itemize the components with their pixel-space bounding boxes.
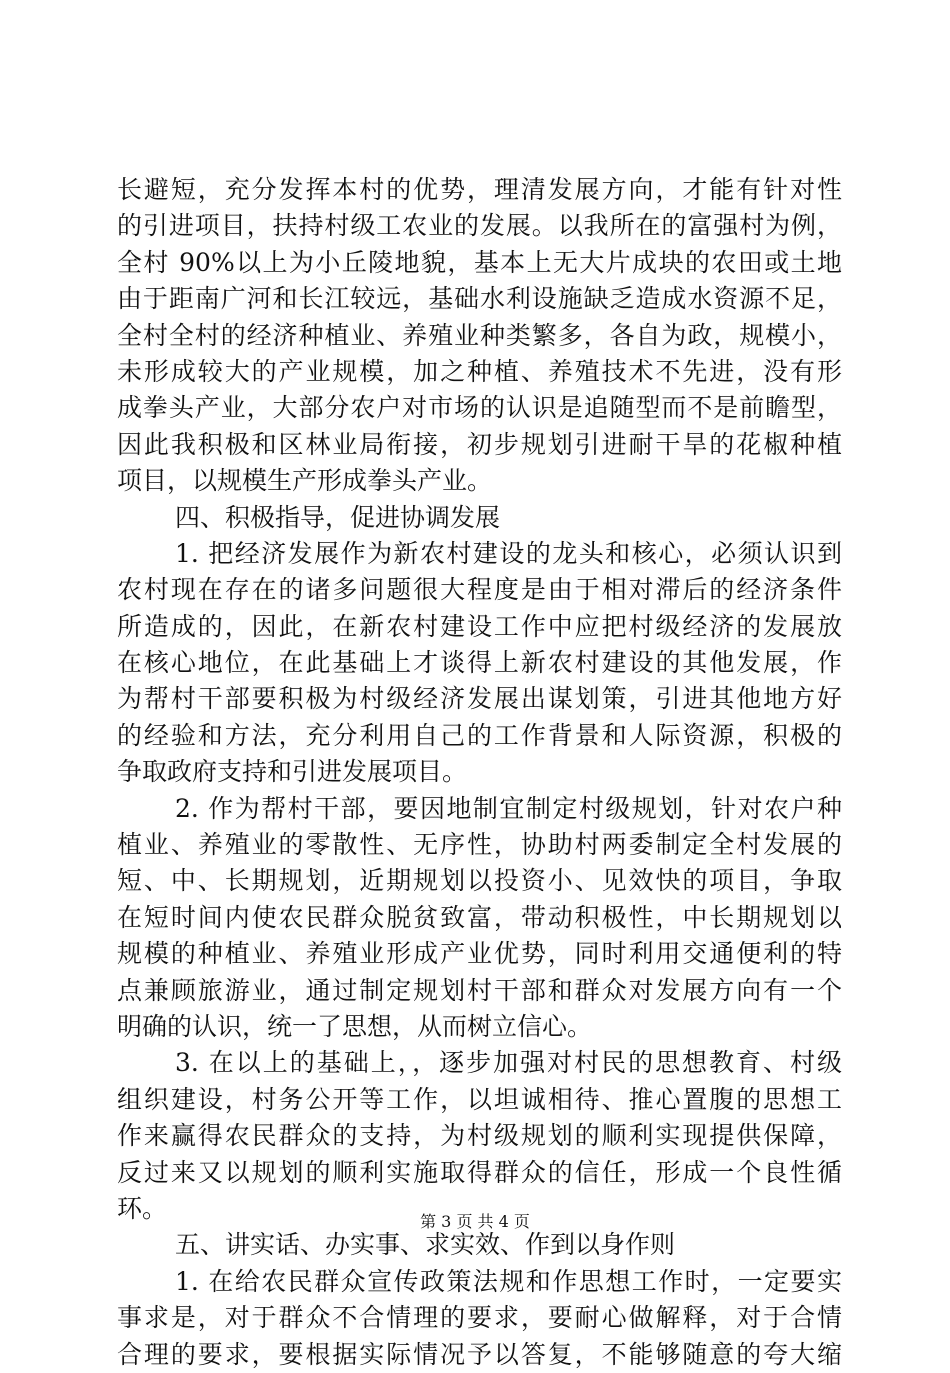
body-text-line: 事求是，对于群众不合情理的要求，要耐心做解释，对于合情	[117, 1303, 842, 1333]
body-text-line: 点兼顾旅游业，通过制定规划村干部和群众对发展方向有一个	[117, 975, 842, 1005]
body-text-line: 成拳头产业，大部分农户对市场的认识是追随型而不是前瞻型，	[117, 393, 842, 423]
document-body	[117, 172, 842, 1373]
body-text-line: 项目，以规模生产形成拳头产业。	[117, 466, 493, 496]
body-text-line: 植业、养殖业的零散性、无序性，协助村两委制定全村发展的	[117, 830, 842, 860]
body-text-line: 争取政府支持和引进发展项目。	[117, 757, 468, 787]
body-text-line: 为帮村干部要积极为村级经济发展出谋划策，引进其他地方好	[117, 684, 842, 714]
body-text-line: 短、中、长期规划，近期规划以投资小、见效快的项目，争取	[117, 866, 842, 896]
body-text-line: 明确的认识，统一了思想，从而树立信心。	[117, 1011, 593, 1041]
body-text-line: 因此我积极和区林业局衔接，初步规划引进耐干旱的花椒种植	[117, 429, 842, 459]
section-heading: 五、讲实话、办实事、求实效、作到以身作则	[175, 1230, 676, 1260]
section-heading: 四、积极指导，促进协调发展	[175, 502, 501, 532]
body-text-line: 全村全村的经济种植业、养殖业种类繁多，各自为政，规模小，	[117, 320, 842, 350]
body-text-line: 反过来又以规划的顺利实施取得群众的信任，形成一个良性循	[117, 1157, 842, 1187]
body-text-line: 环。	[117, 1193, 168, 1223]
page-footer: 第 3 页 共 4 页	[420, 1212, 530, 1231]
body-text-line: 合理的要求，要根据实际情况予以答复，不能够随意的夸大缩	[117, 1339, 842, 1369]
body-text-line: 由于距南广河和长江较远，基础水利设施缺乏造成水资源不足，	[117, 284, 842, 314]
body-text-line: 农村现在存在的诸多问题很大程度是由于相对滞后的经济条件	[117, 575, 842, 605]
body-text-line: 作来赢得农民群众的支持，为村级规划的顺利实现提供保障，	[117, 1121, 842, 1151]
body-text-line: 在短时间内使农民群众脱贫致富，带动积极性，中长期规划以	[117, 902, 842, 932]
body-text-line: 3. 在以上的基础上，，逐步加强对村民的思想教育、村级	[175, 1048, 842, 1078]
body-text-line: 长避短，充分发挥本村的优势，理清发展方向，才能有针对性	[117, 175, 842, 204]
body-text-line: 1. 把经济发展作为新农村建设的龙头和核心，必须认识到	[175, 538, 842, 568]
body-text-line: 1. 在给农民群众宣传政策法规和作思想工作时，一定要实	[175, 1266, 842, 1296]
body-text-line: 所造成的，因此，在新农村建设工作中应把村级经济的发展放	[117, 611, 842, 641]
body-text-line: 全村 90%以上为小丘陵地貌，基本上无大片成块的农田或土地	[117, 247, 842, 277]
body-text-line: 未形成较大的产业规模，加之种植、养殖技术不先进，没有形	[117, 356, 842, 386]
body-text-line: 在核心地位，在此基础上才谈得上新农村建设的其他发展，作	[117, 648, 842, 678]
body-text-line: 2. 作为帮村干部，要因地制宜制定村级规划，针对农户种	[175, 793, 842, 823]
body-text-line: 规模的种植业、养殖业形成产业优势，同时利用交通便利的特	[117, 939, 842, 969]
body-text-line: 的引进项目，扶持村级工农业的发展。以我所在的富强村为例，	[117, 211, 842, 241]
body-text-line: 组织建设，村务公开等工作，以坦诚相待、推心置腹的思想工	[117, 1084, 842, 1114]
body-text-line: 的经验和方法，充分利用自己的工作背景和人际资源，积极的	[117, 720, 842, 750]
